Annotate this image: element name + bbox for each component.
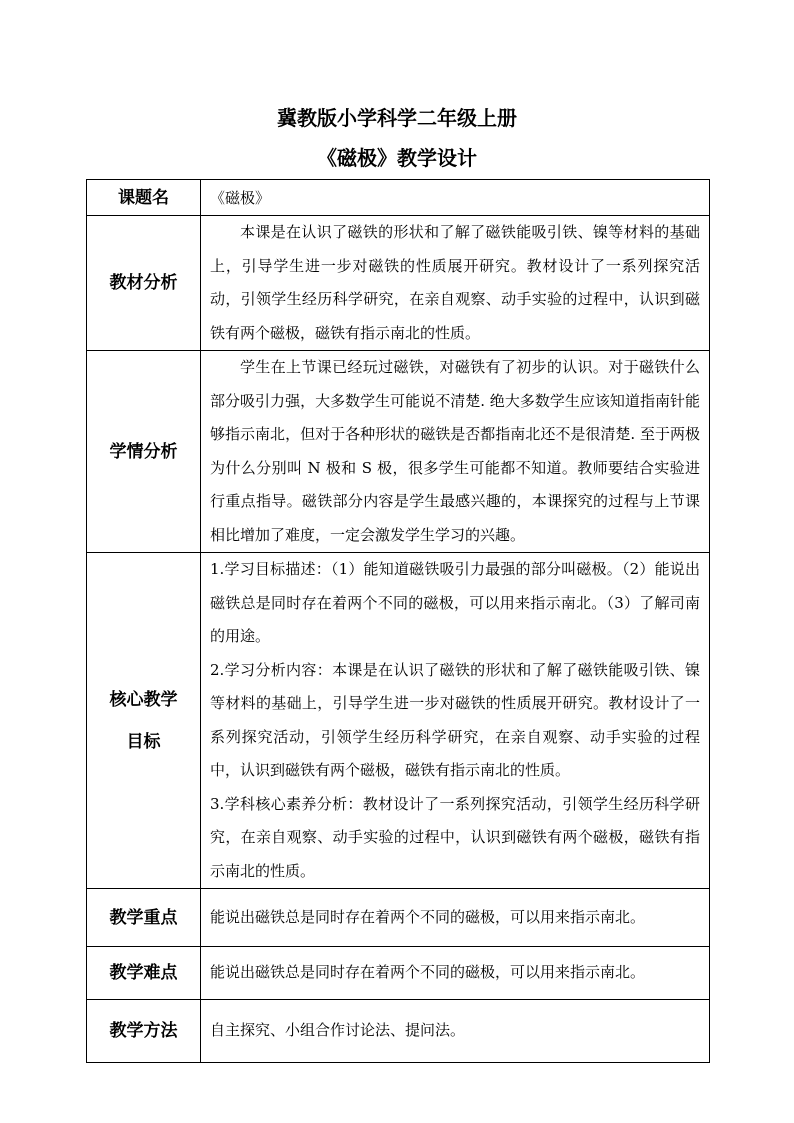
label-goals xyxy=(87,553,201,889)
cell-goals xyxy=(201,553,710,889)
document-subtitle: 《磁极》教学设计 xyxy=(317,146,477,170)
value-topic: 《磁极》 xyxy=(201,180,710,216)
lesson-plan-table xyxy=(86,179,710,1063)
goals-item-2: 2.学习分析内容：本课是在认识了磁铁的形状和了解了磁铁能吸引铁、镍等材料的基础上，引导学生进一步对磁铁的性质展开研究。教材设计了一系列探究活动，引领学生经历科学研究，在亲自观察、动手实验的过程中，认识到磁铁有两个磁极，磁铁有指示南北的性质。 xyxy=(210,660,700,779)
value-difficulty: 能说出磁铁总是同时存在着两个不同的磁极，可以用来指示南北。 xyxy=(201,947,710,1000)
table-row-difficulty xyxy=(87,947,710,1000)
table-row-topic xyxy=(87,180,710,216)
label-material: 教材分析 xyxy=(87,216,201,351)
label-learner: 学情分析 xyxy=(87,351,201,553)
table-row-key-point xyxy=(87,889,710,947)
table-row-material xyxy=(87,216,710,351)
goals-item-1: 1.学习目标描述：（1）能知道磁铁吸引力最强的部分叫磁极。（2）能说出磁铁总是同时存在着两个不同的磁极，可以用来指示南北。（3）了解司南的用途。 xyxy=(210,560,700,645)
material-analysis-text: 本课是在认识了磁铁的形状和了解了磁铁能吸引铁、镍等材料的基础上，引导学生进一步对磁铁的性质展开研究。教材设计了一系列探究活动，引领学生经历科学研究，在亲自观察、动手实验的过程中，认识到磁铁有两个磁极，磁铁有指示南北的性质。 xyxy=(210,223,700,342)
table-row-learner xyxy=(87,351,710,553)
table-row-goals xyxy=(87,553,710,889)
goals-item-3: 3.学科核心素养分析：教材设计了一系列探究活动，引领学生经历科学研究，在亲自观察、动手实验的过程中，认识到磁铁有两个磁极，磁铁有指示南北的性质。 xyxy=(210,794,700,880)
cell-learner xyxy=(201,351,710,553)
label-key-point: 教学重点 xyxy=(87,889,201,947)
label-method: 教学方法 xyxy=(87,1000,201,1063)
document-title: 冀教版小学科学二年级上册 xyxy=(277,106,517,130)
label-difficulty: 教学难点 xyxy=(87,947,201,1000)
learner-analysis-text: 学生在上节课已经玩过磁铁，对磁铁有了初步的认识。对于磁铁什么部分吸引力强，大多数学生可能说不清楚. 绝大多数学生应该知道指南针能够指示南北，但对于各种形状的磁铁是否都指南北还不是很清楚. 至于两极为什么分别叫 N 极和 S 极，很多学生可能都不知道。教师要结合实验进行重点指导。磁铁部分内容是学生最感兴趣的，本课探究的过程与上节课相比增加了难度，一定会激发学生学习的兴趣。 xyxy=(210,358,700,544)
label-goals-line1: 核心教学 xyxy=(109,689,178,710)
cell-material xyxy=(201,216,710,351)
label-topic: 课题名 xyxy=(87,180,201,216)
table-row-method xyxy=(87,1000,710,1063)
value-method: 自主探究、小组合作讨论法、提问法。 xyxy=(201,1000,710,1063)
value-key-point: 能说出磁铁总是同时存在着两个不同的磁极，可以用来指示南北。 xyxy=(201,889,710,947)
label-goals-line2: 目标 xyxy=(126,731,161,752)
